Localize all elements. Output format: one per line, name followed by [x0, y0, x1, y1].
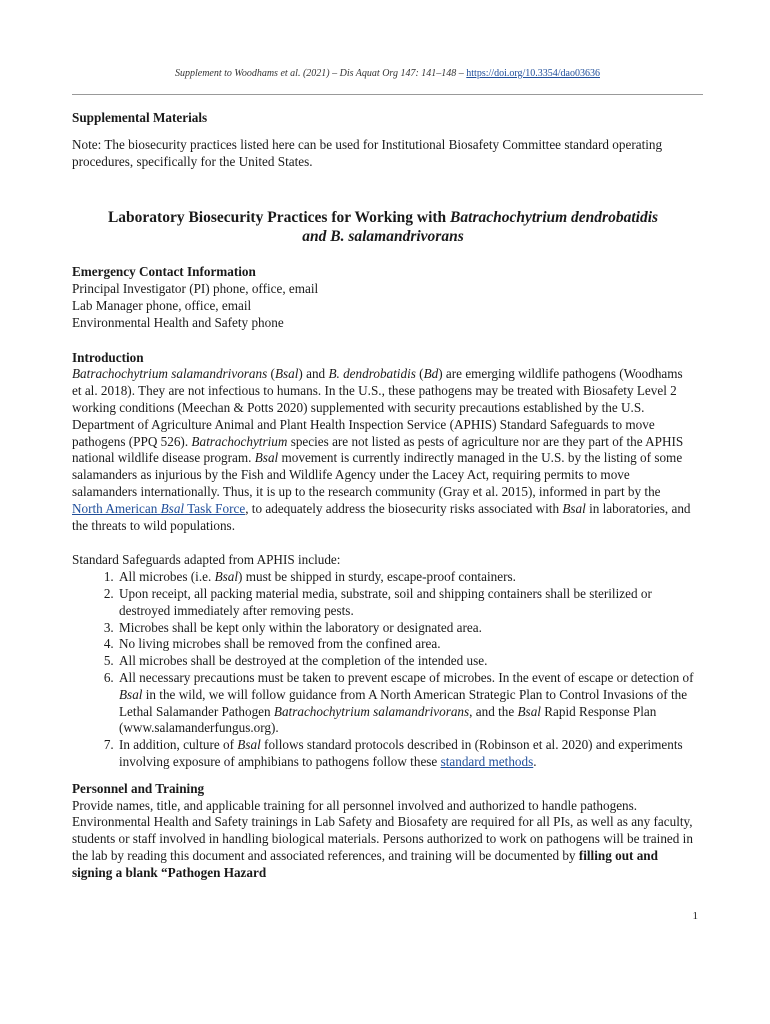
- introduction-paragraph: Batrachochytrium salamandrivorans (Bsal) and B. dendrobatidis (Bd) are emerging wildlife pathogens (Woodhams et al. 2018). They are not infectious to humans. In the U.S., these pathogens may be treated with Biosafety Level 2 working conditions (Meechan & Potts 2020) supplemented with security precautions established by the U.S. Department of Agriculture Animal and Plant Health Inspection Service (APHIS) Standard Safeguards to move pathogens (PPQ 526). Batrachochytrium species are not listed as pests of agriculture nor are they part of the APHIS national wildlife disease program. Bsal movement is currently indirectly managed in the U.S. by the listing of some salamanders as injurious by the Fish and Wildlife Agency under the Lacey Act, requiring permits to move salamanders internationally. Thus, it is up to the research community (Gray et al. 2015), informed in part by the North American Bsal Task Force, to adequately address the biosecurity risks associated with Bsal in laboratories, and the threats to wild populations.: [72, 366, 691, 533]
- list-item: 2. Upon receipt, all packing material media, substrate, soil and shipping containers shall be sterilized or destroyed immediately after removing pests.: [117, 586, 694, 620]
- safeguards-list: [72, 569, 694, 771]
- introduction-heading: Introduction: [72, 349, 144, 365]
- emergency-line: Lab Manager phone, office, email: [72, 297, 252, 313]
- list-item: 3. Microbes shall be kept only within the laboratory or designated area.: [117, 620, 694, 637]
- list-item: 1. All microbes (i.e. Bsal) must be shipped in sturdy, escape-proof containers.: [117, 569, 694, 586]
- personnel-heading: Personnel and Training: [72, 780, 205, 796]
- emergency-line: Principal Investigator (PI) phone, office, email: [72, 281, 319, 297]
- supplemental-note: Note: The biosecurity practices listed here can be used for Institutional Biosafety Committee standard operating procedures, specifically for the United States.: [72, 136, 663, 169]
- header-citation: Supplement to Woodhams et al. (2021) – Dis Aquat Org 147: 141–148 –: [174, 68, 467, 79]
- list-item: 6. All necessary precautions must be taken to prevent escape of microbes. In the event of escape or detection of Bsal in the wild, we will follow guidance from A North American Strategic Plan to Control Invasions of the Lethal Salamander Pathogen Batrachochytrium salamandrivorans, and the Bsal Rapid Response Plan (www.salamanderfungus.org).: [117, 670, 694, 737]
- safeguards-intro: Standard Safeguards adapted from APHIS include:: [72, 552, 341, 568]
- emergency-line: Environmental Health and Safety phone: [72, 314, 284, 330]
- document-title: Laboratory Biosecurity Practices for Working with Batrachochytrium dendrobatidis and B. salamandrivorans: [107, 209, 659, 246]
- doi-link[interactable]: https://doi.org/10.3354/dao03636: [466, 68, 600, 79]
- list-item: 5. All microbes shall be destroyed at the completion of the intended use.: [117, 653, 694, 670]
- running-header: [72, 68, 703, 79]
- list-item: 4. No living microbes shall be removed from the confined area.: [117, 636, 694, 653]
- document-body: [72, 110, 694, 881]
- emergency-heading: Emergency Contact Information: [72, 264, 256, 280]
- supplemental-heading: Supplemental Materials: [72, 110, 208, 125]
- bsal-task-force-link[interactable]: North American Bsal Task Force: [72, 500, 246, 516]
- page-number: 1: [692, 910, 698, 922]
- personnel-paragraph: Provide names, title, and applicable training for all personnel involved and authorized to handle pathogens. Environmental Health and Safety trainings in Lab Safety and Biosafety are required for all PIs, as well as any faculty, students or staff involved in handling biological materials. Persons authorized to work on pathogens will be trained in the lab by reading this document and associated references, and training will be documented by filling out and signing a blank “Pathogen Hazard: [72, 797, 693, 880]
- standard-methods-link[interactable]: standard methods: [440, 753, 534, 769]
- header-rule: [72, 94, 703, 95]
- list-item: 7. In addition, culture of Bsal follows standard protocols described in (Robinson et al. 2020) and experiments involving exposure of amphibians to pathogens follow these standard methods.: [117, 737, 694, 771]
